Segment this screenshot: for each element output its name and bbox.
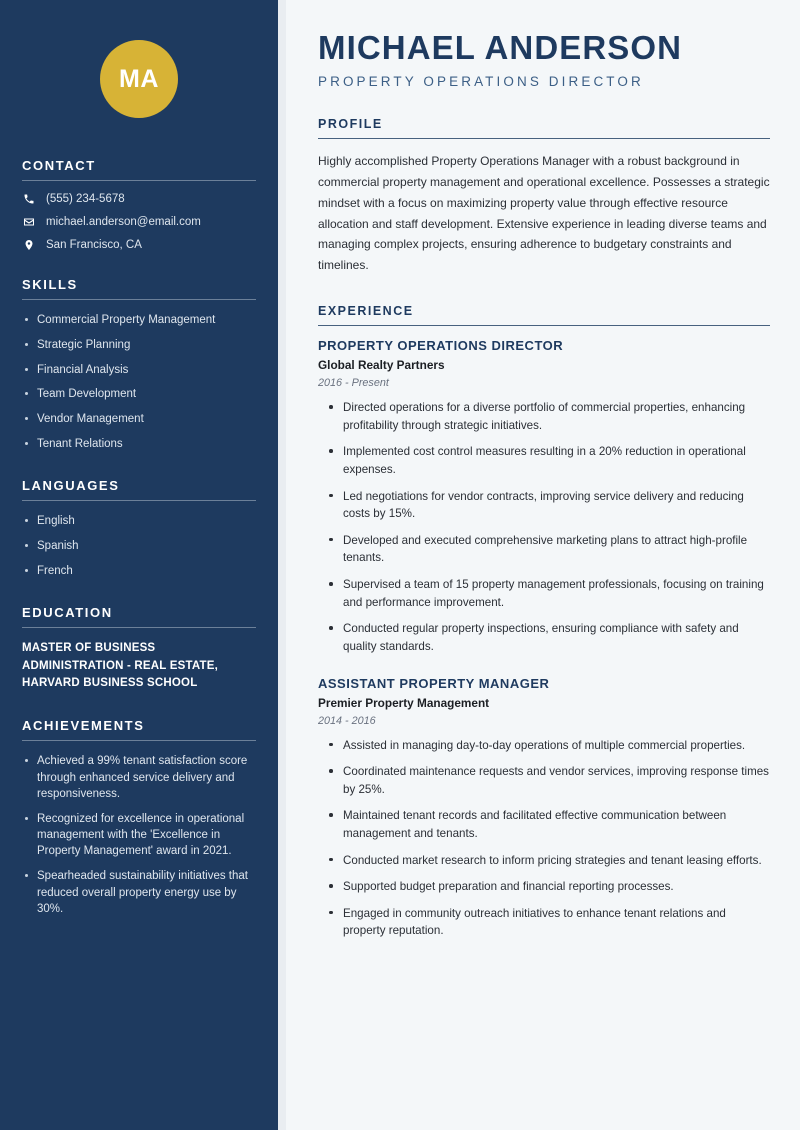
profile-section [318,117,770,276]
list-item: Tenant Relations [22,436,256,452]
list-item: Spearheaded sustainability initiatives that reduced overall property energy use by 30%. [22,868,256,917]
map-pin-icon [22,239,36,251]
job-dates: 2016 - Present [318,377,389,390]
list-item: Supervised a team of 15 property management professionals, focusing on training and performance improvement. [326,576,770,611]
achievements-section [22,718,256,917]
job-title: ASSISTANT PROPERTY MANAGER [318,675,550,691]
list-item: Implemented cost control measures resulting in a 20% reduction in operational expenses. [326,443,770,478]
main-content [286,0,800,1130]
list-item: Achieved a 99% tenant satisfaction score through enhanced service delivery and responsiveness. [22,753,256,802]
list-item: Conducted regular property inspections, ensuring compliance with safety and quality standards. [326,620,770,655]
list-item: Coordinated maintenance requests and vendor services, improving response times by 25%. [326,763,770,798]
page-title: MICHAEL ANDERSON [318,29,683,66]
profile-heading: PROFILE [318,116,383,131]
job-dates: 2014 - 2016 [318,714,376,727]
avatar: MA [100,40,178,118]
list-item: Conducted market research to inform pricing strategies and tenant leasing efforts. [326,852,770,870]
skills-heading: SKILLS [22,277,78,292]
skills-list [22,312,256,452]
list-item: Vendor Management [22,411,256,427]
experience-section [318,304,770,940]
list-item: Commercial Property Management [22,312,256,328]
experience-heading: EXPERIENCE [318,304,414,319]
contact-item-phone[interactable] [22,193,256,205]
job-title: PROPERTY OPERATIONS DIRECTOR [318,338,564,354]
contact-item-email[interactable] [22,216,256,228]
phone-icon [22,193,36,205]
panel-gap [278,0,286,1130]
skills-section [22,277,256,452]
list-item: Developed and executed comprehensive marketing plans to attract high-profile tenants. [326,532,770,567]
skills-divider [22,299,256,300]
education-entry: MASTER OF BUSINESS ADMINISTRATION - REAL ESTATE, HARVARD BUSINESS SCHOOL [22,642,218,689]
list-item: Team Development [22,386,256,402]
achievements-heading: ACHIEVEMENTS [22,718,145,734]
list-item: Directed operations for a diverse portfolio of commercial properties, enhancing profitability through strategic initiatives. [326,399,770,434]
list-item: Financial Analysis [22,362,256,378]
experience-divider [318,325,770,326]
contact-heading: CONTACT [22,158,96,173]
sidebar [0,0,278,1130]
education-divider [22,627,256,628]
job-bullets [318,737,770,940]
achievements-list [22,753,256,917]
job-bullets [318,399,770,655]
list-item: Strategic Planning [22,337,256,353]
contact-item-location[interactable] [22,239,256,251]
achievements-divider [22,740,256,741]
envelope-icon [22,216,36,228]
list-item: Assisted in managing day-to-day operations of multiple commercial properties. [326,737,770,755]
list-item: Engaged in community outreach initiatives to enhance tenant relations and property reputation. [326,905,770,940]
experience-entry [318,338,770,655]
list-item: Supported budget preparation and financial reporting processes. [326,878,770,896]
contact-location-value: San Francisco, CA [46,239,142,251]
list-item: English [22,513,256,529]
list-item: Led negotiations for vendor contracts, improving service delivery and reducing costs by 15%. [326,488,770,523]
list-item: French [22,563,256,579]
languages-section [22,478,256,579]
languages-heading: LANGUAGES [22,478,120,494]
contact-phone-value: (555) 234-5678 [46,193,125,205]
contact-divider [22,180,256,181]
contact-email-value: michael.anderson@email.com [46,216,201,228]
education-section [22,605,256,692]
experience-entry [318,676,770,940]
list-item: Spanish [22,538,256,554]
contact-section [22,158,256,251]
education-heading: EDUCATION [22,605,113,621]
list-item: Maintained tenant records and facilitated effective communication between management and tenants. [326,807,770,842]
profile-divider [318,138,770,139]
languages-divider [22,500,256,501]
avatar-wrapper [22,0,256,158]
job-role-subtitle: PROPERTY OPERATIONS DIRECTOR [318,73,644,89]
profile-text: Highly accomplished Property Operations Manager with a robust background in commercial property management and operational excellence. Possesses a strategic mindset with a focus on maximizing property value through effective resource allocation and staff development. Extensive experience in leading diverse teams and managing complex projects, ensuring adherence to budgetary constraints and timelines. [318,153,770,273]
job-company: Premier Property Management [318,695,490,710]
list-item: Recognized for excellence in operational management with the 'Excellence in Property Management' award in 2021. [22,811,256,860]
job-company: Global Realty Partners [318,358,445,373]
languages-list [22,513,256,579]
